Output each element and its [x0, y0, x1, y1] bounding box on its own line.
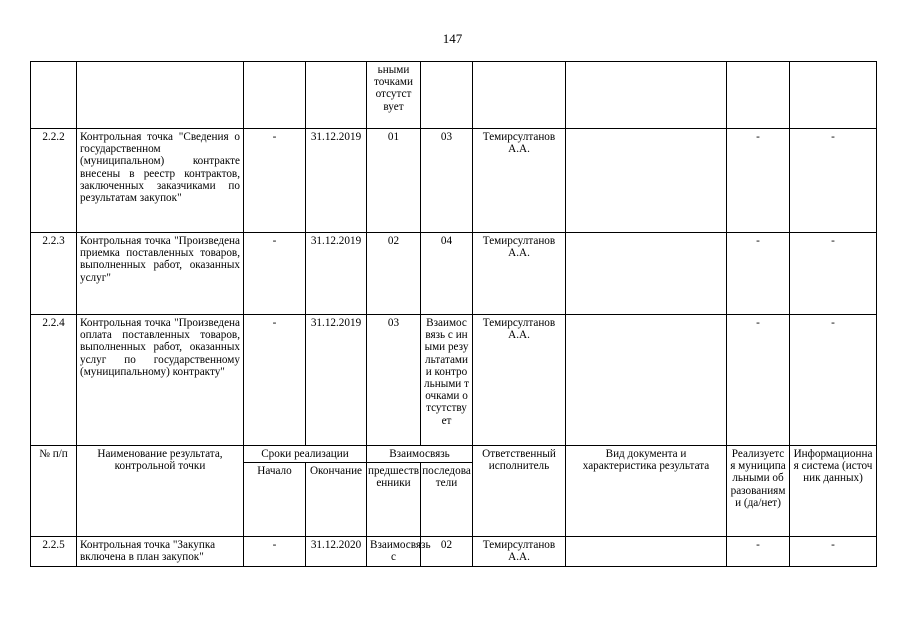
info-system: -	[790, 129, 877, 233]
responsible: Темирсултанов А.А.	[473, 129, 566, 233]
start-date: -	[244, 233, 306, 315]
start-date: -	[244, 315, 306, 446]
end-date: 31.12.2019	[306, 129, 367, 233]
table-row-continuation	[31, 62, 877, 129]
header-number: № п/п	[31, 446, 77, 537]
successor: 02	[421, 537, 473, 566]
predecessor: Взаимосвязь с	[367, 537, 421, 566]
header-info-system: Информационная система (источник данных)	[790, 446, 877, 537]
predecessor: 02	[367, 233, 421, 315]
header-realized: Реализуется муниципальными образованиями (да/нет)	[727, 446, 790, 537]
results-table	[30, 61, 877, 567]
realized-by-municipality: -	[727, 233, 790, 315]
successor: Взаимосвязь с иными результатами и контрольными точками отсутствует	[421, 315, 473, 446]
header-name: Наименование результата, контрольной точки	[77, 446, 244, 537]
result-name: Контрольная точка "Произведена приемка поставленных товаров, выполненных работ, оказанных услуг"	[77, 233, 244, 315]
realized-by-municipality: -	[727, 315, 790, 446]
result-name: Контрольная точка "Закупка включена в план закупок"	[77, 537, 244, 566]
table-row	[31, 129, 877, 233]
header-start: Начало	[244, 463, 306, 537]
info-system: -	[790, 537, 877, 566]
realized-by-municipality: -	[727, 129, 790, 233]
header-document: Вид документа и характеристика результата	[566, 446, 727, 537]
table-row	[31, 315, 877, 446]
result-name: Контрольная точка "Сведения о государственном (муниципальном) контракте внесены в реестр контрактов, заключенных заказчиками по результатам закупок"	[77, 129, 244, 233]
header-deadlines: Сроки реализации	[244, 446, 367, 463]
document-type	[566, 233, 727, 315]
start-date: -	[244, 129, 306, 233]
responsible: Темирсултанов А.А.	[473, 315, 566, 446]
header-responsible: Ответственный исполнитель	[473, 446, 566, 537]
table-row	[31, 233, 877, 315]
realized-by-municipality: -	[727, 537, 790, 566]
row-number: 2.2.3	[31, 233, 77, 315]
table-row	[31, 537, 877, 566]
document-type	[566, 129, 727, 233]
document-type	[566, 537, 727, 566]
row-number: 2.2.4	[31, 315, 77, 446]
successor: 04	[421, 233, 473, 315]
page-number: 147	[442, 31, 463, 46]
row-number: 2.2.2	[31, 129, 77, 233]
table-header-row	[31, 446, 877, 463]
end-date: 31.12.2019	[306, 315, 367, 446]
relation-cell: ьными точками отсутст вует	[367, 62, 421, 129]
predecessor: 03	[367, 315, 421, 446]
header-end: Окончание	[306, 463, 367, 537]
end-date: 31.12.2020	[306, 537, 367, 566]
responsible: Темирсултанов А.А.	[473, 233, 566, 315]
predecessor: 01	[367, 129, 421, 233]
successor: 03	[421, 129, 473, 233]
info-system: -	[790, 233, 877, 315]
end-date: 31.12.2019	[306, 233, 367, 315]
result-name: Контрольная точка "Произведена оплата поставленных товаров, выполненных работ, оказанных услуг по государственному (муниципальному) контракту"	[77, 315, 244, 446]
document-type	[566, 315, 727, 446]
start-date: -	[244, 537, 306, 566]
header-successors: последователи	[421, 463, 473, 537]
responsible: Темирсултанов А.А.	[473, 537, 566, 566]
header-relation: Взаимосвязь	[367, 446, 473, 463]
info-system: -	[790, 315, 877, 446]
header-predecessors: предшественники	[367, 463, 421, 537]
row-number: 2.2.5	[31, 537, 77, 566]
